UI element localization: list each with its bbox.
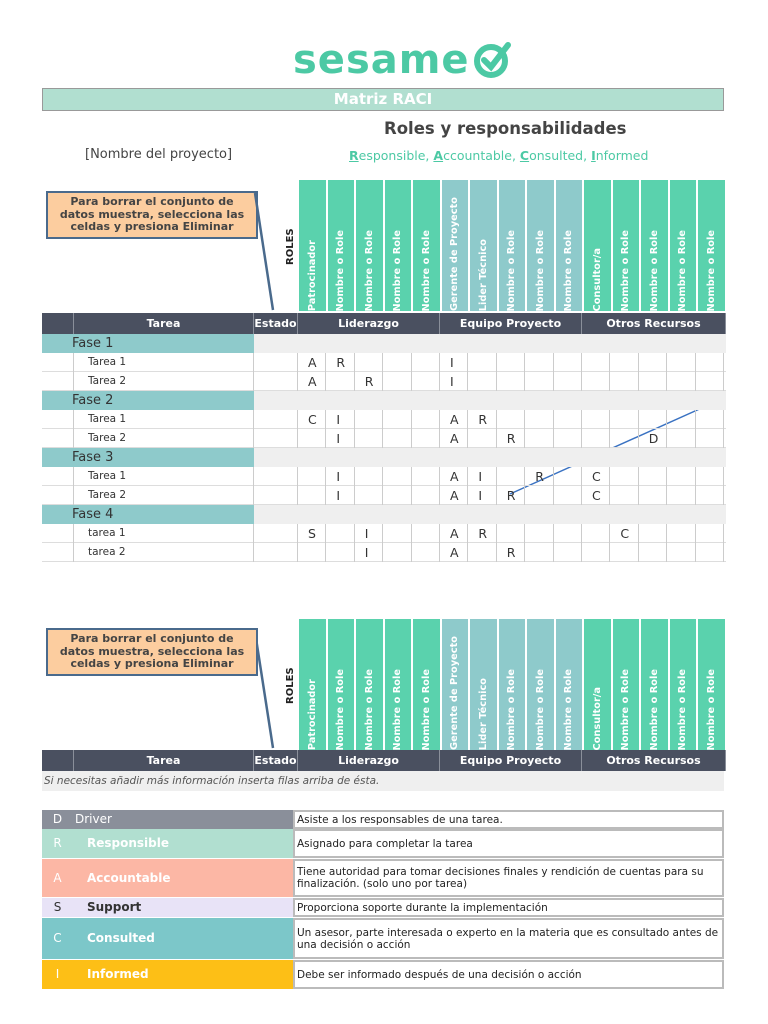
header-task: Tarea	[74, 313, 254, 334]
page-subtitle: Roles y responsabilidades	[384, 119, 627, 138]
raci-cell[interactable]	[667, 467, 695, 486]
raci-cell[interactable]	[525, 524, 553, 543]
task-row[interactable]	[42, 486, 726, 505]
role-column-header[interactable]	[640, 618, 669, 751]
page-banner: Matriz RACI	[42, 88, 724, 111]
task-name[interactable]: Tarea 2	[74, 429, 254, 448]
header-group-team: Equipo Proyecto	[440, 750, 582, 771]
raci-cell[interactable]	[412, 543, 440, 562]
raci-cell[interactable]: A	[440, 543, 468, 562]
raci-cell[interactable]	[667, 429, 695, 448]
role-column-header[interactable]	[355, 179, 384, 312]
raci-cell[interactable]: A	[440, 429, 468, 448]
raci-cell[interactable]	[355, 353, 383, 372]
raci-cell[interactable]	[554, 524, 582, 543]
header-blank	[42, 313, 74, 334]
key-label: Support	[73, 898, 293, 917]
raci-cell[interactable]	[667, 372, 695, 391]
role-column-header[interactable]	[555, 618, 584, 751]
key-label: Responsible	[73, 829, 293, 858]
task-status[interactable]	[254, 543, 298, 562]
role-name: Nombre o Role	[563, 668, 575, 750]
task-status[interactable]	[254, 353, 298, 372]
role-column-header[interactable]	[669, 179, 698, 312]
role-name: Nombre o Role	[335, 668, 347, 750]
raci-cell[interactable]	[667, 486, 695, 505]
raci-cell[interactable]	[326, 372, 354, 391]
key-description: Debe ser informado después de una decisión o acción	[293, 960, 724, 989]
role-name: Gerente de Proyecto	[449, 636, 461, 750]
raci-cell[interactable]	[497, 467, 525, 486]
key-description: Proporciona soporte durante la implementación	[293, 898, 724, 917]
table-header-2	[42, 750, 726, 771]
key-letter: C	[42, 918, 73, 959]
raci-cell[interactable]	[355, 467, 383, 486]
raci-cell[interactable]	[525, 543, 553, 562]
raci-cell[interactable]	[610, 429, 638, 448]
role-name: Lider Técnico	[477, 677, 489, 750]
raci-cell[interactable]: A	[440, 467, 468, 486]
task-name[interactable]: Tarea 1	[74, 467, 254, 486]
role-column-header[interactable]	[669, 618, 698, 751]
role-name: Nombre o Role	[677, 229, 689, 311]
phase-row[interactable]	[42, 391, 726, 410]
role-column-header[interactable]	[555, 179, 584, 312]
raci-cell[interactable]	[610, 467, 638, 486]
raci-cell[interactable]	[582, 543, 610, 562]
header-blank	[42, 750, 74, 771]
raci-cell[interactable]: R	[355, 372, 383, 391]
raci-cell[interactable]	[298, 429, 326, 448]
legend-word: onsulted,	[529, 148, 592, 163]
raci-cell[interactable]	[497, 410, 525, 429]
task-name[interactable]: tarea 2	[74, 543, 254, 562]
key-description: Asiste a los responsables de una tarea.	[293, 810, 724, 829]
role-name: Nombre o Role	[420, 668, 432, 750]
raci-cell[interactable]	[383, 486, 411, 505]
raci-cell[interactable]	[554, 467, 582, 486]
raci-cell[interactable]	[582, 353, 610, 372]
raci-cell[interactable]: A	[298, 353, 326, 372]
raci-cell[interactable]	[610, 410, 638, 429]
key-letter: I	[42, 960, 73, 989]
raci-cell[interactable]	[525, 486, 553, 505]
raci-cell[interactable]: D	[639, 429, 667, 448]
row-gutter	[42, 429, 74, 448]
role-column-header[interactable]	[298, 179, 327, 312]
role-column-header[interactable]	[697, 618, 726, 751]
raci-cell[interactable]	[696, 467, 724, 486]
row-gutter	[42, 543, 74, 562]
raci-cell[interactable]	[639, 467, 667, 486]
raci-cell[interactable]	[639, 486, 667, 505]
legend-word: ccountable,	[443, 148, 520, 163]
key-row	[42, 898, 724, 917]
raci-cell[interactable]	[525, 429, 553, 448]
role-column-header[interactable]	[441, 618, 470, 751]
raci-cell[interactable]	[696, 353, 724, 372]
phase-fill	[254, 391, 726, 410]
role-column-header[interactable]	[384, 618, 413, 751]
key-row	[42, 918, 724, 959]
role-name: Lider Técnico	[477, 238, 489, 311]
raci-cell[interactable]	[667, 410, 695, 429]
key-row	[42, 829, 724, 858]
role-column-header[interactable]	[469, 618, 498, 751]
legend-initial: R	[349, 148, 359, 163]
raci-cell[interactable]	[412, 410, 440, 429]
task-row[interactable]	[42, 524, 726, 543]
key-letter: S	[42, 898, 73, 917]
raci-cell[interactable]	[383, 353, 411, 372]
row-gutter	[42, 353, 74, 372]
raci-cell[interactable]	[298, 486, 326, 505]
phase-label: Fase 3	[42, 448, 254, 467]
raci-cell[interactable]: R	[468, 410, 496, 429]
raci-cell[interactable]	[582, 429, 610, 448]
raci-cell[interactable]	[639, 353, 667, 372]
role-name: Nombre o Role	[392, 229, 404, 311]
raci-cell[interactable]	[582, 524, 610, 543]
row-gutter	[42, 372, 74, 391]
task-row[interactable]	[42, 353, 726, 372]
raci-cell[interactable]: I	[440, 353, 468, 372]
raci-cell[interactable]	[497, 524, 525, 543]
role-column-header[interactable]	[526, 179, 555, 312]
info-bar: Si necesitas añadir más información inserta filas arriba de ésta.	[42, 771, 724, 791]
raci-cell[interactable]	[497, 372, 525, 391]
phase-row[interactable]	[42, 334, 726, 353]
task-row[interactable]	[42, 429, 726, 448]
raci-cell[interactable]	[667, 543, 695, 562]
delete-sample-note: Para borrar el conjunto de datos muestra, selecciona las celdas y presiona Eliminar	[46, 191, 258, 239]
task-name[interactable]: Tarea 2	[74, 372, 254, 391]
row-gutter	[42, 524, 74, 543]
role-name: Nombre o Role	[620, 229, 632, 311]
raci-cell[interactable]: A	[440, 486, 468, 505]
task-name[interactable]: tarea 1	[74, 524, 254, 543]
role-column-header[interactable]	[526, 618, 555, 751]
header-group-team: Equipo Proyecto	[440, 313, 582, 334]
key-letter: R	[42, 829, 73, 858]
raci-cell[interactable]: I	[468, 467, 496, 486]
role-column-header[interactable]	[498, 179, 527, 312]
role-column-header[interactable]	[612, 618, 641, 751]
raci-cell[interactable]	[468, 353, 496, 372]
raci-cell[interactable]	[667, 353, 695, 372]
raci-cell[interactable]: R	[468, 524, 496, 543]
raci-cell[interactable]	[639, 543, 667, 562]
role-column-header[interactable]	[640, 179, 669, 312]
key-letter: D	[42, 810, 73, 829]
key-description: Tiene autoridad para tomar decisiones finales y rendición de cuentas para su finalización. (solo uno por tarea)	[293, 859, 724, 897]
raci-cell[interactable]	[355, 410, 383, 429]
task-name[interactable]: Tarea 1	[74, 353, 254, 372]
raci-cell[interactable]: I	[440, 372, 468, 391]
raci-cell[interactable]: I	[355, 543, 383, 562]
raci-cell[interactable]	[696, 410, 724, 429]
raci-cell[interactable]	[639, 410, 667, 429]
task-name[interactable]: Tarea 1	[74, 410, 254, 429]
raci-cell[interactable]: I	[326, 467, 354, 486]
raci-cell[interactable]: I	[326, 410, 354, 429]
raci-cell[interactable]	[326, 524, 354, 543]
header-group-other: Otros Recursos	[582, 750, 726, 771]
role-column-header[interactable]	[498, 618, 527, 751]
raci-cell[interactable]	[326, 543, 354, 562]
key-letter: A	[42, 859, 73, 897]
raci-cell[interactable]	[525, 372, 553, 391]
legend-word: nformed	[595, 148, 649, 163]
task-status[interactable]	[254, 524, 298, 543]
task-row[interactable]	[42, 467, 726, 486]
raci-cell[interactable]	[554, 372, 582, 391]
task-row[interactable]	[42, 410, 726, 429]
task-row[interactable]	[42, 372, 726, 391]
raci-cell[interactable]	[554, 543, 582, 562]
key-label: Consulted	[73, 918, 293, 959]
role-name: Nombre o Role	[705, 668, 717, 750]
raci-cell[interactable]	[667, 524, 695, 543]
key-row	[42, 960, 724, 989]
raci-cell[interactable]: S	[298, 524, 326, 543]
raci-cell[interactable]: I	[326, 486, 354, 505]
raci-cell[interactable]: I	[468, 486, 496, 505]
raci-cell[interactable]	[696, 524, 724, 543]
role-name: Nombre o Role	[506, 229, 518, 311]
legend-initial: I	[591, 148, 596, 163]
table-header	[42, 313, 726, 334]
delete-sample-note-2: Para borrar el conjunto de datos muestra, selecciona las celdas y presiona Eliminar	[46, 628, 258, 676]
raci-cell[interactable]	[468, 429, 496, 448]
raci-cell[interactable]	[412, 524, 440, 543]
raci-cell[interactable]: C	[610, 524, 638, 543]
raci-cell[interactable]	[412, 353, 440, 372]
raci-cell[interactable]: C	[582, 467, 610, 486]
raci-cell[interactable]	[696, 543, 724, 562]
key-label: Driver	[73, 810, 293, 829]
phase-fill	[254, 448, 726, 467]
raci-cell[interactable]	[383, 410, 411, 429]
header-group-leadership: Liderazgo	[298, 313, 440, 334]
key-label: Informed	[73, 960, 293, 989]
role-name: Gerente de Proyecto	[449, 197, 461, 311]
raci-cell[interactable]	[639, 372, 667, 391]
key-label: Accountable	[73, 859, 293, 897]
role-column-header[interactable]	[412, 618, 441, 751]
role-name: Nombre o Role	[648, 668, 660, 750]
raci-cell[interactable]	[554, 429, 582, 448]
role-name: Nombre o Role	[392, 668, 404, 750]
role-name: Nombre o Role	[363, 668, 375, 750]
task-status[interactable]	[254, 410, 298, 429]
raci-cell[interactable]: A	[440, 524, 468, 543]
task-status[interactable]	[254, 486, 298, 505]
raci-cell[interactable]	[383, 429, 411, 448]
raci-cell[interactable]	[610, 353, 638, 372]
role-name: Nombre o Role	[534, 668, 546, 750]
raci-cell[interactable]	[412, 372, 440, 391]
role-name: Nombre o Role	[563, 229, 575, 311]
role-name: Nombre o Role	[335, 229, 347, 311]
roles-label-2: ROLES	[285, 667, 296, 704]
role-name: Patrocinador	[306, 239, 318, 311]
project-name[interactable]: [Nombre del proyecto]	[85, 147, 233, 162]
raci-cell[interactable]	[639, 524, 667, 543]
legend-initial: A	[433, 148, 444, 163]
key-row	[42, 810, 724, 829]
logo-text: sesame	[293, 37, 470, 83]
raci-cell[interactable]	[383, 372, 411, 391]
role-column-header[interactable]	[583, 179, 612, 312]
legend-word: esponsible,	[358, 148, 434, 163]
key-row	[42, 859, 724, 897]
raci-cell[interactable]: I	[326, 429, 354, 448]
raci-cell[interactable]	[554, 486, 582, 505]
raci-cell[interactable]	[610, 543, 638, 562]
raci-cell[interactable]	[412, 429, 440, 448]
role-column-header[interactable]	[327, 618, 356, 751]
role-column-header[interactable]	[412, 179, 441, 312]
task-name[interactable]: Tarea 2	[74, 486, 254, 505]
phase-label: Fase 4	[42, 505, 254, 524]
role-name: Consultor/a	[591, 247, 603, 311]
role-name: Nombre o Role	[620, 668, 632, 750]
legend-initial: C	[519, 148, 530, 163]
raci-cell[interactable]: A	[440, 410, 468, 429]
raci-cell[interactable]	[554, 353, 582, 372]
raci-cell[interactable]	[610, 486, 638, 505]
raci-cell[interactable]: A	[298, 372, 326, 391]
task-row[interactable]	[42, 543, 726, 562]
raci-cell[interactable]	[468, 372, 496, 391]
raci-cell[interactable]	[383, 467, 411, 486]
phase-fill	[254, 505, 726, 524]
role-column-header[interactable]	[298, 618, 327, 751]
raci-cell[interactable]	[696, 486, 724, 505]
row-gutter	[42, 467, 74, 486]
role-name: Nombre o Role	[506, 668, 518, 750]
raci-cell[interactable]: I	[355, 524, 383, 543]
role-column-header[interactable]	[612, 179, 641, 312]
raci-cell[interactable]: R	[525, 467, 553, 486]
raci-cell[interactable]	[582, 410, 610, 429]
raci-cell[interactable]: C	[298, 410, 326, 429]
role-column-header[interactable]	[327, 179, 356, 312]
row-gutter	[42, 410, 74, 429]
task-status[interactable]	[254, 429, 298, 448]
phase-label: Fase 1	[42, 334, 254, 353]
raci-cell[interactable]	[383, 543, 411, 562]
role-column-header[interactable]	[441, 179, 470, 312]
task-status[interactable]	[254, 372, 298, 391]
header-status: Estado	[254, 750, 298, 771]
raci-cell[interactable]	[298, 543, 326, 562]
role-name: Consultor/a	[591, 686, 603, 750]
raci-cell[interactable]	[525, 410, 553, 429]
raci-cell[interactable]	[525, 353, 553, 372]
raci-cell[interactable]	[355, 429, 383, 448]
raci-cell[interactable]	[468, 543, 496, 562]
header-group-other: Otros Recursos	[582, 313, 726, 334]
phase-row[interactable]	[42, 448, 726, 467]
role-columns	[298, 179, 726, 312]
raci-cell[interactable]	[298, 467, 326, 486]
role-name: Nombre o Role	[363, 229, 375, 311]
raci-cell[interactable]	[497, 353, 525, 372]
role-name: Nombre o Role	[420, 229, 432, 311]
key-description: Asignado para completar la tarea	[293, 829, 724, 858]
raci-cell[interactable]	[383, 524, 411, 543]
role-column-header[interactable]	[355, 618, 384, 751]
phase-label: Fase 2	[42, 391, 254, 410]
header-status: Estado	[254, 313, 298, 334]
role-column-header[interactable]	[583, 618, 612, 751]
header-group-leadership: Liderazgo	[298, 750, 440, 771]
phase-fill	[254, 334, 726, 353]
phase-row[interactable]	[42, 505, 726, 524]
roles-label: ROLES	[285, 228, 296, 265]
raci-cell[interactable]: R	[497, 429, 525, 448]
key-description: Un asesor, parte interesada o experto en la materia que es consultado antes de una decisión o acción	[293, 918, 724, 959]
role-name: Nombre o Role	[677, 668, 689, 750]
role-column-header[interactable]	[384, 179, 413, 312]
role-columns-2	[298, 618, 726, 751]
raci-cell[interactable]: R	[497, 543, 525, 562]
task-status[interactable]	[254, 467, 298, 486]
raci-cell[interactable]: R	[326, 353, 354, 372]
raci-cell[interactable]: R	[497, 486, 525, 505]
raci-cell[interactable]	[696, 429, 724, 448]
raci-cell[interactable]	[610, 372, 638, 391]
role-name: Nombre o Role	[534, 229, 546, 311]
role-name: Patrocinador	[306, 678, 318, 750]
role-column-header[interactable]	[469, 179, 498, 312]
role-name: Nombre o Role	[705, 229, 717, 311]
role-name: Nombre o Role	[648, 229, 660, 311]
raci-cell[interactable]	[582, 372, 610, 391]
row-gutter	[42, 486, 74, 505]
raci-cell[interactable]	[412, 467, 440, 486]
raci-cell[interactable]	[355, 486, 383, 505]
raci-cell[interactable]	[554, 410, 582, 429]
raci-cell[interactable]	[696, 372, 724, 391]
raci-cell[interactable]	[412, 486, 440, 505]
header-task: Tarea	[74, 750, 254, 771]
role-column-header[interactable]	[697, 179, 726, 312]
raci-cell[interactable]: C	[582, 486, 610, 505]
